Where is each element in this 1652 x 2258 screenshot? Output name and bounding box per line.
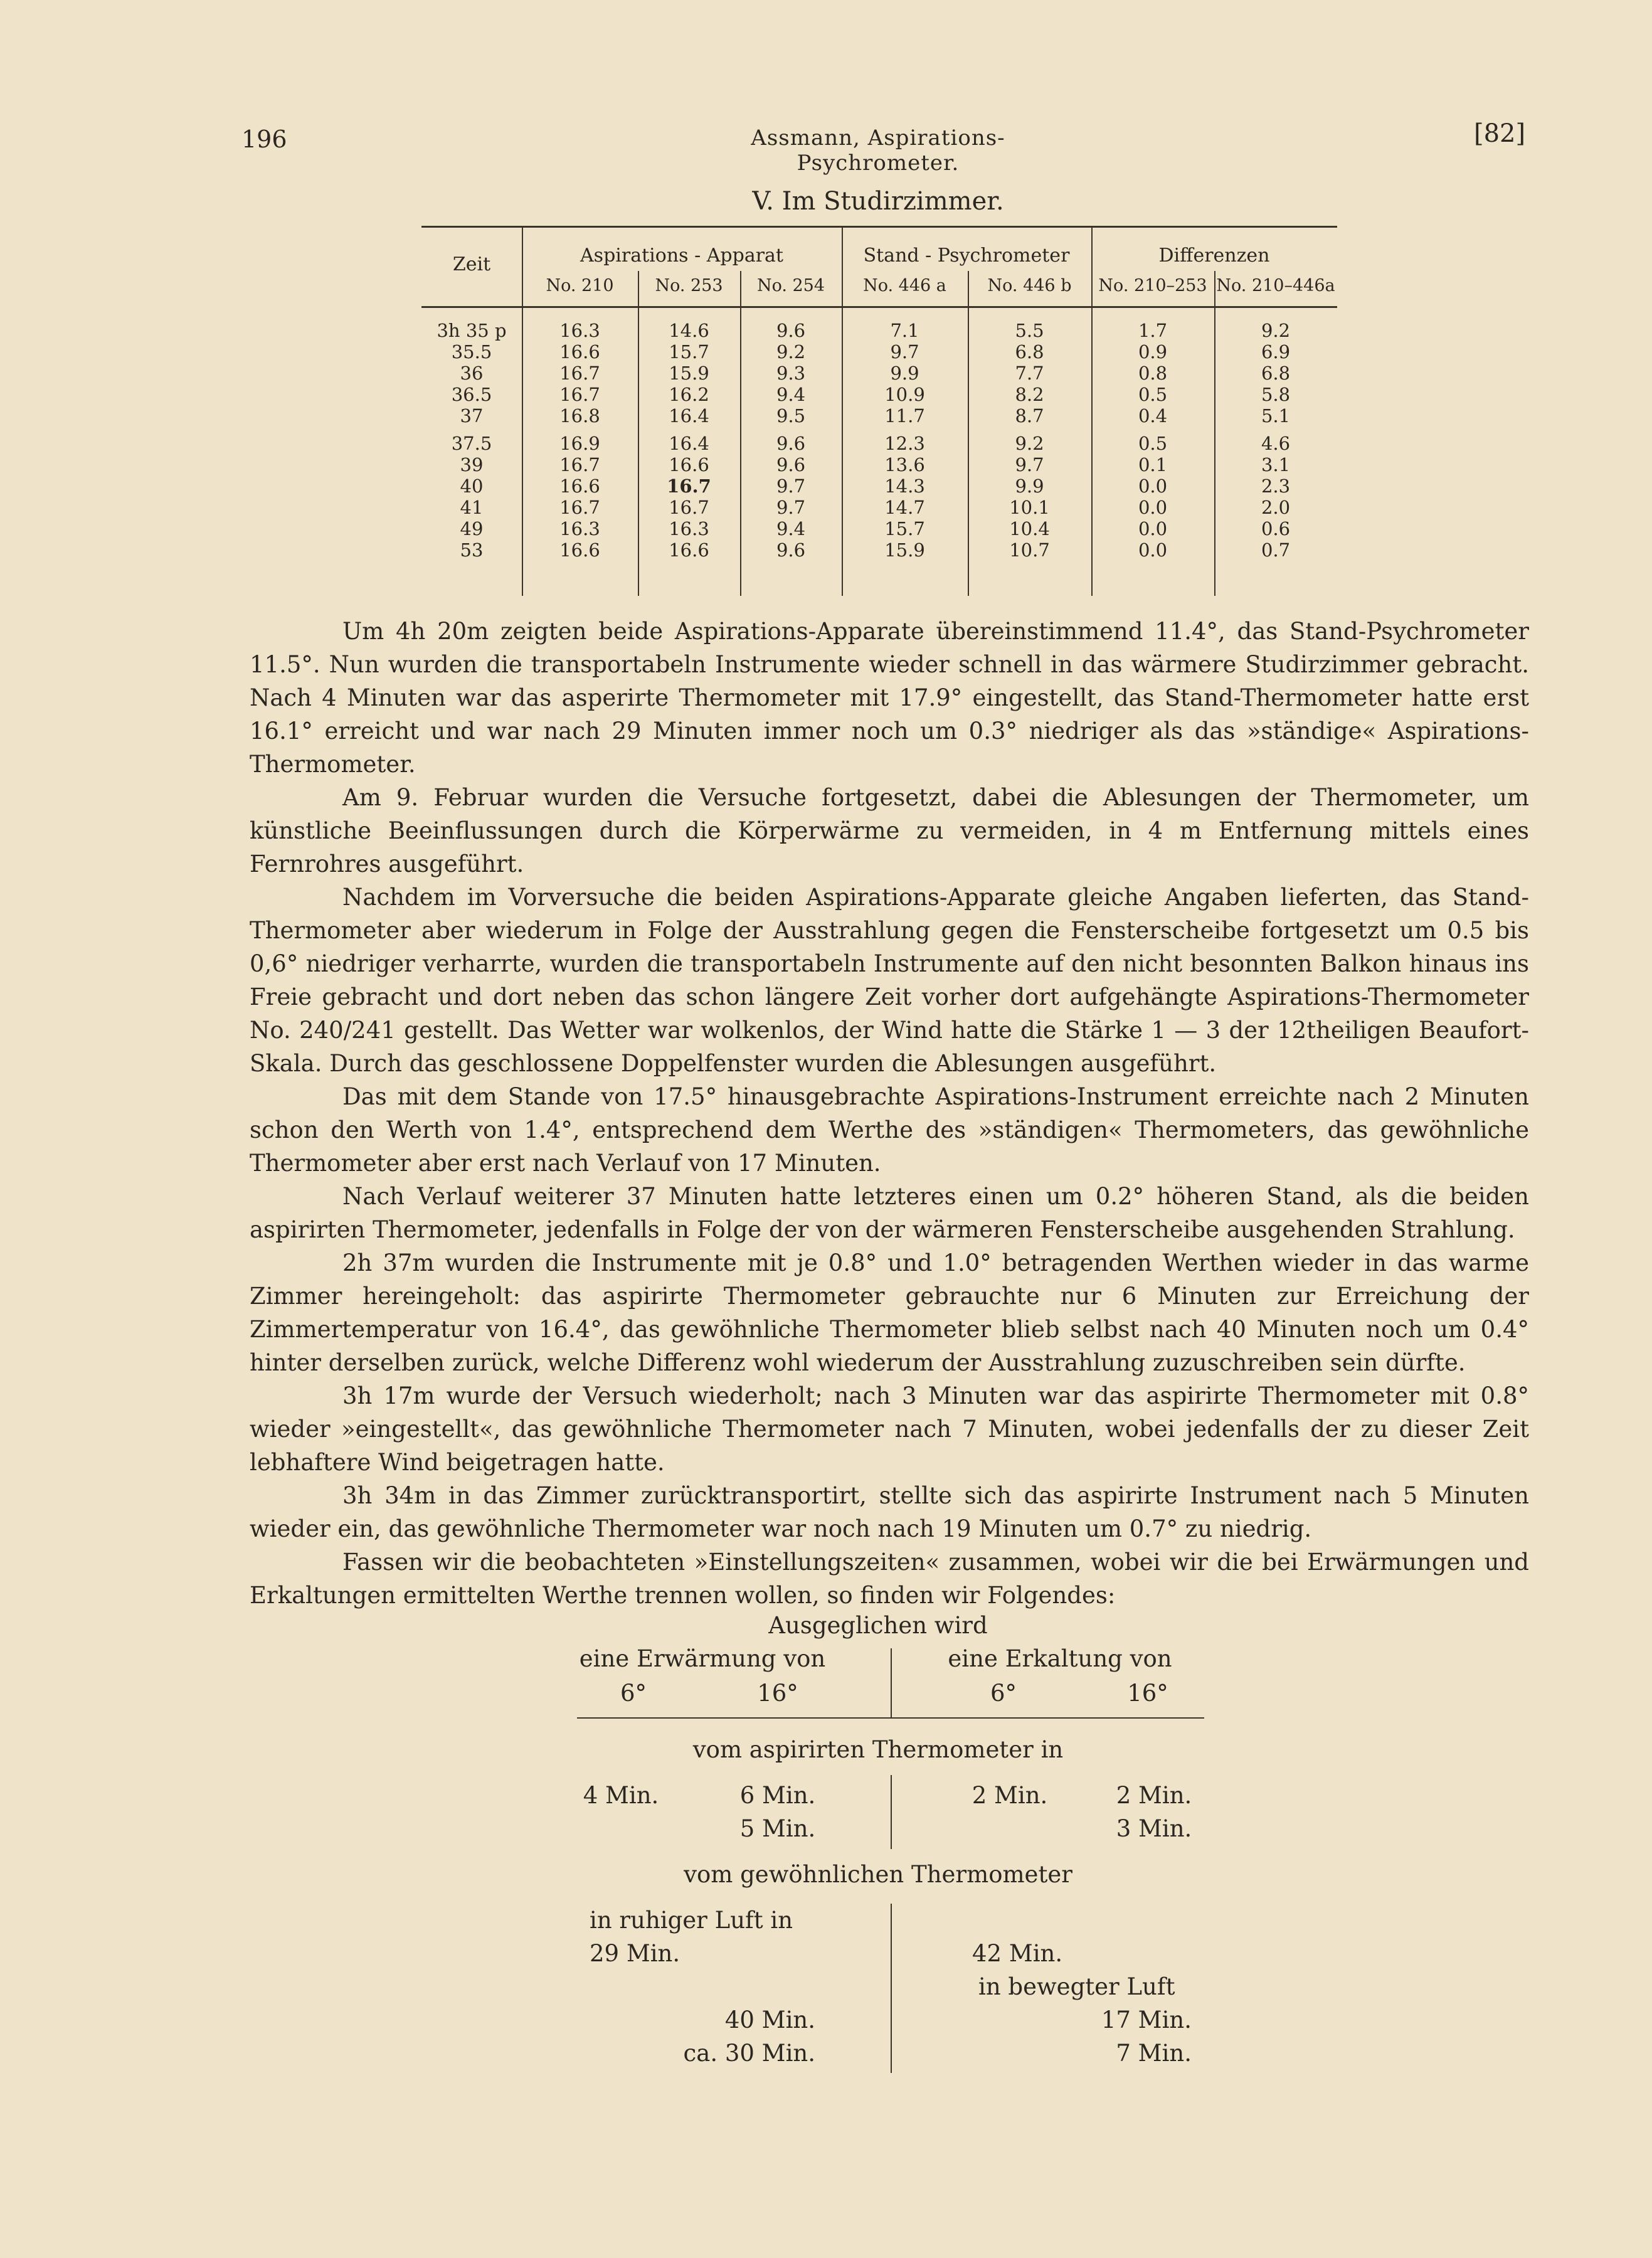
summary-cell: 4 Min. — [583, 1782, 659, 1809]
cell: 16.3 — [559, 518, 600, 539]
cell: 0.7 — [1261, 539, 1291, 561]
summary-c2: 16° — [1127, 1680, 1168, 1707]
cell: 16.7 — [559, 384, 600, 405]
cell: 11.7 — [884, 405, 925, 427]
cell: 6.8 — [1015, 341, 1044, 363]
cell: 9.6 — [776, 454, 806, 475]
cell: 0.1 — [1138, 454, 1168, 475]
paragraph: 3h 34m in das Zimmer zurücktransportirt, stellte sich das aspirirte Instrument nach 5 Minuten wieder ein, das gewöhnliche Thermometer war noch nach 19 Minuten um 0.7° zu niedrig. — [250, 1482, 1529, 1542]
summary-cell: 3 Min. — [1116, 1815, 1192, 1842]
cell: 13.6 — [884, 454, 925, 475]
cell: 16.6 — [559, 539, 600, 561]
paragraph: Nach Verlauf weiterer 37 Minuten hatte letzteres einen um 0.2° höheren Stand, als die beiden aspirirten Thermometer, jedenfalls in Folge der von der wärmeren Fensterscheibe ausgehenden Strahlung. — [250, 1183, 1529, 1243]
header-no-210: No. 210 — [546, 276, 614, 295]
cell: 2.3 — [1261, 475, 1291, 497]
cell: 9.3 — [776, 363, 806, 384]
header-differenzen: Differenzen — [1158, 245, 1270, 267]
cell: 8.7 — [1015, 405, 1044, 427]
column-no-446a — [842, 320, 968, 561]
cell: 9.7 — [776, 497, 806, 518]
cell: 0.5 — [1138, 384, 1168, 405]
summary-cell: 7 Min. — [1116, 2040, 1192, 2067]
summary-divider — [891, 1775, 892, 1849]
cell: 37 — [460, 405, 484, 427]
paragraph: 3h 17m wurde der Versuch wiederholt; nach 3 Minuten war das aspirirte Thermometer mit 0.8° wieder »eingestellt«, das gewöhnliche Thermometer nach 7 Minuten, wobei jedenfalls der zu dieser Zeit lebhaftere Wind beigetragen hatte. — [250, 1382, 1529, 1476]
cell: 9.4 — [776, 518, 806, 539]
summary-c1: 6° — [990, 1680, 1017, 1707]
cell: 5.1 — [1261, 405, 1291, 427]
cell: 7.7 — [1015, 363, 1044, 384]
cell: 16.7 — [669, 497, 709, 518]
section-title: V. Im Studirzimmer. — [752, 187, 1004, 216]
header-aspirations-apparat: Aspirations - Apparat — [580, 245, 783, 267]
summary-w1: 6° — [620, 1680, 647, 1707]
cell: 14.3 — [884, 475, 925, 497]
column-zeit — [421, 320, 522, 561]
cell: 7.1 — [890, 320, 919, 341]
cell: 9.4 — [776, 384, 806, 405]
cell: 0.0 — [1138, 497, 1168, 518]
summary-cell: 2 Min. — [972, 1782, 1048, 1809]
summary-cell: 29 Min. — [590, 1940, 680, 1967]
summary-aspir-head: vom aspirirten Thermometer in — [692, 1736, 1064, 1763]
cell: 10.4 — [1009, 518, 1050, 539]
cell: 15.9 — [669, 363, 709, 384]
cell: 16.6 — [559, 341, 600, 363]
summary-divider — [891, 1904, 892, 2073]
paragraph: Am 9. Februar wurden die Versuche fortgesetzt, dabei die Ablesungen der Thermometer, um künstliche Beeinflussungen durch die Körperwärme zu vermeiden, in 4 m Entfernung mittels eines Fernrohres ausgeführt. — [250, 784, 1529, 877]
header-no-253: No. 253 — [655, 276, 723, 295]
cell: 53 — [460, 539, 484, 561]
cell: 0.0 — [1138, 539, 1168, 561]
cell: 0.0 — [1138, 475, 1168, 497]
cell: 6.9 — [1261, 341, 1291, 363]
cell: 9.9 — [1015, 475, 1044, 497]
cell: 16.3 — [559, 320, 600, 341]
cell: 4.6 — [1261, 433, 1291, 454]
bracket-page-number: [82] — [1474, 119, 1526, 148]
column-no-210 — [522, 320, 638, 561]
column-no-254 — [740, 320, 842, 561]
paragraph: Um 4h 20m zeigten beide Aspirations-Apparate übereinstimmend 11.4°, das Stand-Psychrometer 11.5°. Nun wurden die transportabeln Instrumente wieder schnell in das wärmere Studirzimmer gebracht. Nach 4 Minuten war das asperirte Thermometer mit 17.9° eingestellt, das Stand-Thermometer hatte erst 16.1° erreicht und war nach 29 Minuten immer noch um 0.3° niedriger als das »ständige« Aspirations-Thermometer. — [250, 618, 1529, 778]
cell: 9.6 — [776, 433, 806, 454]
cell: 9.2 — [776, 341, 806, 363]
cell: 0.8 — [1138, 363, 1168, 384]
paragraph: Fassen wir die beobachteten »Einstellungszeiten« zusammen, wobei wir die bei Erwärmungen und Erkaltungen ermittelten Werthe trennen wollen, so finden wir Folgendes: — [250, 1549, 1529, 1609]
cell: 16.7 — [559, 454, 600, 475]
cell: 36.5 — [451, 384, 492, 405]
cell: 16.7 — [559, 497, 600, 518]
summary-divider — [891, 1648, 892, 1717]
cell: 16.6 — [669, 539, 709, 561]
cell: 39 — [460, 454, 484, 475]
column-no-446b — [968, 320, 1091, 561]
cell: 10.9 — [884, 384, 925, 405]
header-stand-psychrometer: Stand - Psychrometer — [863, 245, 1070, 267]
cell: 5.8 — [1261, 384, 1291, 405]
summary-cell: 17 Min. — [1101, 2006, 1192, 2033]
cell: 0.9 — [1138, 341, 1168, 363]
header-no-446a: No. 446 a — [863, 276, 946, 295]
cell: 6.8 — [1261, 363, 1291, 384]
cell: 3h 35 p — [437, 320, 507, 341]
cell: 16.7 — [559, 363, 600, 384]
cell: 9.9 — [890, 363, 919, 384]
header-diff-210-446a: No. 210–446a — [1216, 276, 1335, 295]
cell: 10.1 — [1009, 497, 1050, 518]
cell: 9.6 — [776, 320, 806, 341]
cell: 9.5 — [776, 405, 806, 427]
header-no-254: No. 254 — [756, 276, 825, 295]
body-text — [250, 615, 1529, 1612]
column-diff-210-446a — [1214, 320, 1337, 561]
cell: 5.5 — [1015, 320, 1044, 341]
summary-cell: ca. 30 Min. — [683, 2040, 815, 2067]
cell: 9.7 — [1015, 454, 1044, 475]
summary-cold-head: eine Erkaltung von — [948, 1645, 1172, 1672]
column-no-253 — [638, 320, 740, 561]
cell: 9.6 — [776, 539, 806, 561]
summary-cell: 6 Min. — [739, 1782, 816, 1809]
cell: 16.2 — [669, 384, 709, 405]
cell: 16.7 — [667, 475, 711, 497]
cell: 16.9 — [559, 433, 600, 454]
cell: 14.6 — [669, 320, 709, 341]
summary-gew-head: vom gewöhnlichen Thermometer — [684, 1861, 1072, 1888]
page-number: 196 — [241, 125, 287, 153]
cell: 3.1 — [1261, 454, 1291, 475]
cell: 49 — [460, 518, 484, 539]
cell: 36 — [460, 363, 484, 384]
cell: 15.7 — [884, 518, 925, 539]
paragraph: Nachdem im Vorversuche die beiden Aspirations-Apparate gleiche Angaben lieferten, das Stand-Thermometer aber wiederum in Folge der Ausstrahlung gegen die Fensterscheibe fortgesetzt um 0.5 bis 0,6° niedriger verharrte, wurden die transportabeln Instrumente auf den nicht besonnten Balkon hinaus ins Freie gebracht und dort neben das schon längere Zeit vorher dort aufgehängte Aspirations-Thermometer No. 240/241 gestellt. Das Wetter war wolkenlos, der Wind hatte die Stärke 1 — 3 der 12theiligen Beaufort-Skala. Durch das geschlossene Doppelfenster wurden die Ablesungen ausgeführt. — [250, 884, 1529, 1077]
cell: 2.0 — [1261, 497, 1291, 518]
cell: 16.8 — [559, 405, 600, 427]
cell: 14.7 — [884, 497, 925, 518]
cell: 9.2 — [1261, 320, 1291, 341]
summary-cell: 5 Min. — [739, 1815, 816, 1842]
cell: 9.7 — [776, 475, 806, 497]
cell: 9.7 — [890, 341, 919, 363]
summary-w2: 16° — [757, 1680, 798, 1707]
summary-ruhig: in ruhiger Luft in — [590, 1907, 793, 1934]
running-title: Assmann, Aspirations-Psychrometer. — [751, 125, 1005, 176]
cell: 16.3 — [669, 518, 709, 539]
cell: 0.6 — [1261, 518, 1291, 539]
cell: 16.6 — [669, 454, 709, 475]
summary-cell: 42 Min. — [972, 1940, 1063, 1967]
header-diff-210-253: No. 210–253 — [1098, 276, 1207, 295]
data-table — [421, 226, 1337, 602]
summary-cell: 2 Min. — [1116, 1782, 1192, 1809]
cell: 1.7 — [1138, 320, 1168, 341]
header-zeit: Zeit — [452, 253, 491, 275]
summary-cell: 40 Min. — [724, 2006, 815, 2033]
cell: 16.4 — [669, 405, 709, 427]
cell: 35.5 — [451, 341, 492, 363]
cell: 10.7 — [1009, 539, 1050, 561]
column-diff-210-253 — [1091, 320, 1214, 561]
cell: 15.9 — [884, 539, 925, 561]
header-no-446b: No. 446 b — [987, 276, 1072, 295]
paragraph: Das mit dem Stande von 17.5° hinausgebrachte Aspirations-Instrument erreichte nach 2 Minuten schon den Werth von 1.4°, entsprechend dem Werthe des »ständigen« Thermometers, das gewöhnliche Thermometer aber erst nach Verlauf von 17 Minuten. — [250, 1083, 1529, 1177]
cell: 12.3 — [884, 433, 925, 454]
cell: 0.4 — [1138, 405, 1168, 427]
cell: 15.7 — [669, 341, 709, 363]
paragraph: 2h 37m wurden die Instrumente mit je 0.8° und 1.0° betragenden Werthen wieder in das warme Zimmer hereingeholt: das aspirirte Thermometer gebrauchte nur 6 Minuten zur Erreichung der Zimmertemperatur von 16.4°, das gewöhnliche Thermometer blieb selbst nach 40 Minuten noch um 0.4° hinter derselben zurück, welche Differenz wohl wiederum der Ausstrahlung zuzuschreiben sein dürfte. — [250, 1249, 1529, 1376]
table-top-rule — [421, 226, 1337, 228]
summary-title: Ausgeglichen wird — [768, 1612, 988, 1639]
summary-rule — [577, 1717, 1204, 1719]
cell: 41 — [460, 497, 484, 518]
cell: 8.2 — [1015, 384, 1044, 405]
summary-warm-head: eine Erwärmung von — [579, 1645, 826, 1672]
cell: 0.0 — [1138, 518, 1168, 539]
cell: 37.5 — [451, 433, 492, 454]
cell: 0.5 — [1138, 433, 1168, 454]
summary-bewegt: in bewegter Luft — [978, 1973, 1175, 2000]
cell: 9.2 — [1015, 433, 1044, 454]
table-header-rule — [421, 306, 1337, 308]
cell: 16.4 — [669, 433, 709, 454]
cell: 40 — [460, 475, 484, 497]
cell: 16.6 — [559, 475, 600, 497]
